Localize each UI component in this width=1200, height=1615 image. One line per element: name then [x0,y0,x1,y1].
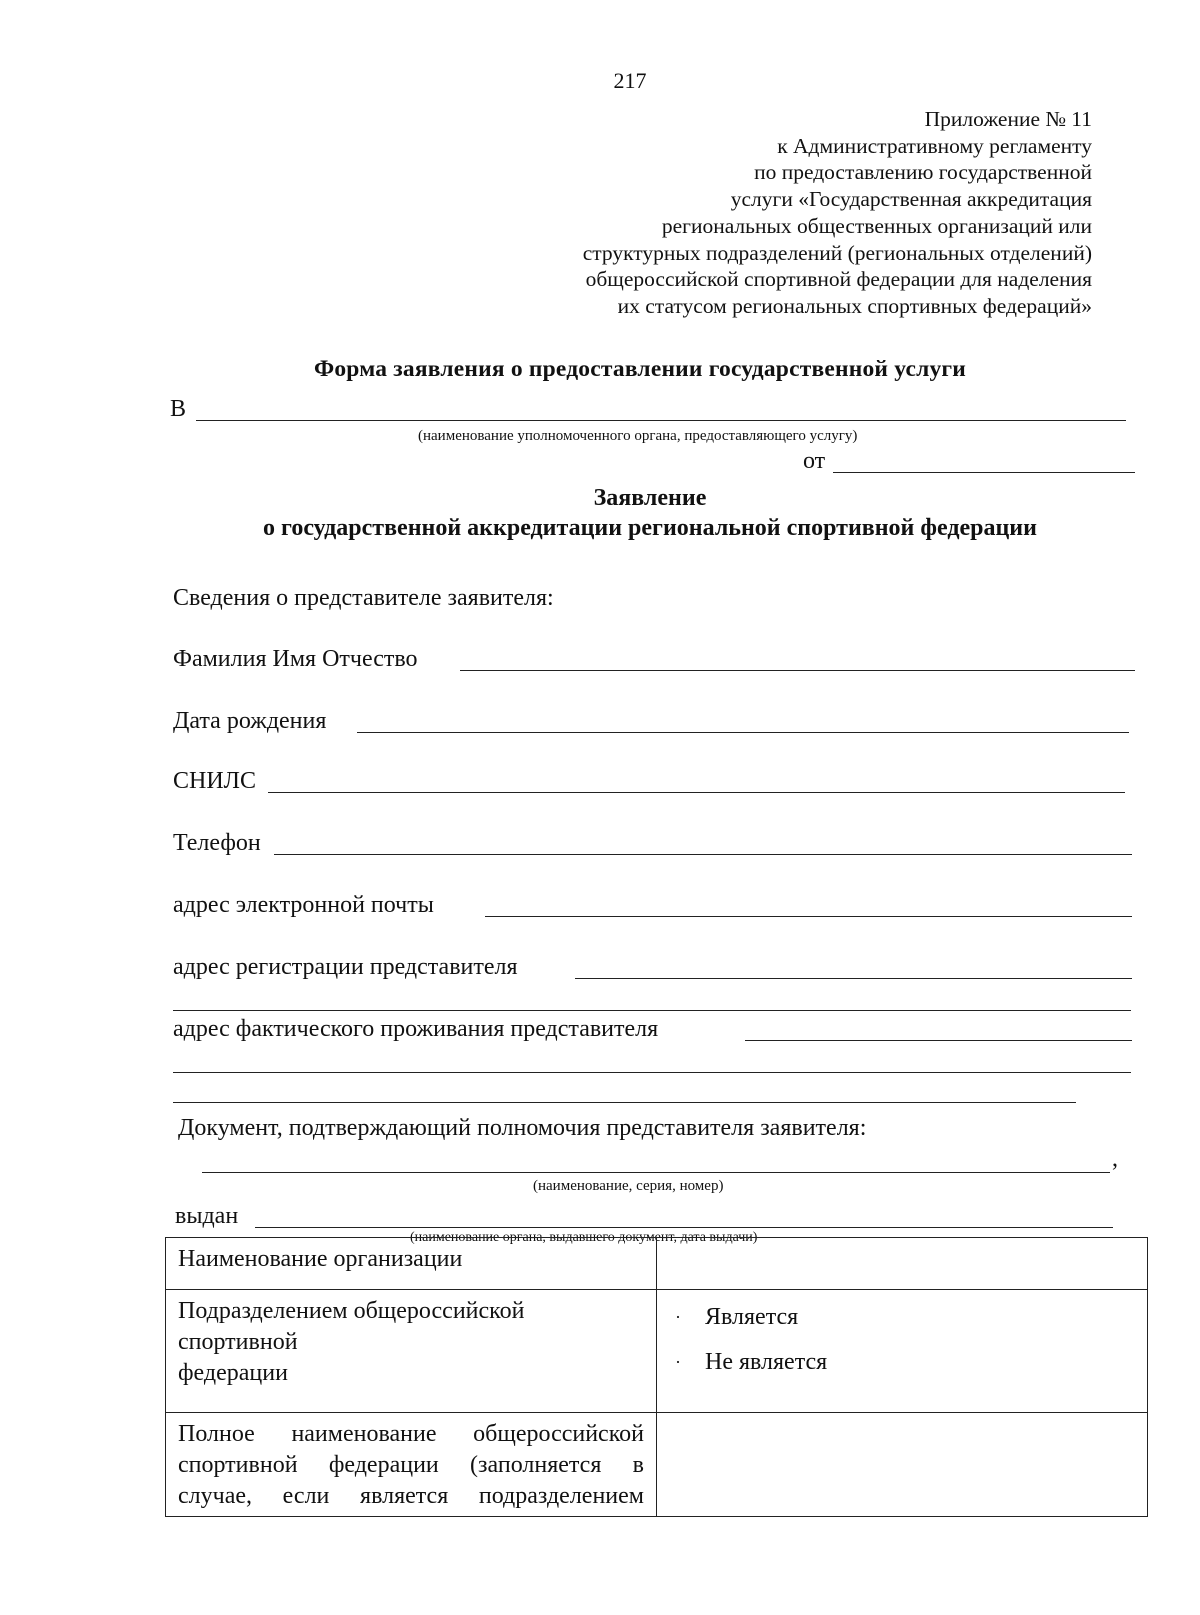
authority-doc-comma: , [1112,1146,1118,1172]
organization-table [165,1237,1148,1517]
federation-full-name-label-cell [166,1413,657,1517]
issued-caption: (наименование органа, выдавшего документ, дата выдачи) [410,1230,758,1245]
appendix-line: по предоставлению государственной [754,160,1092,185]
reg-address-field[interactable] [575,978,1132,979]
federation-full-name-value-cell[interactable] [657,1413,1148,1517]
birth-date-label: Дата рождения [173,708,327,734]
actual-address-field-line3[interactable] [173,1102,1076,1103]
option-is-not-label: Не является [705,1349,828,1375]
email-field[interactable] [485,916,1132,917]
actual-address-field-line2[interactable] [173,1072,1131,1073]
page-number: 217 [613,68,647,93]
authority-doc-field[interactable] [202,1172,1110,1173]
full-name-field[interactable] [460,670,1135,671]
from-label: от [803,448,826,474]
actual-address-field[interactable] [745,1040,1132,1041]
phone-label: Телефон [173,830,261,856]
appendix-line: структурных подразделений (региональных отделений) [582,240,1092,265]
representative-section-title: Сведения о представителе заявителя: [173,585,554,611]
table-row [166,1413,1148,1517]
birth-date-field[interactable] [357,732,1129,733]
federation-full-name-label-line: Полное наименование общероссийской [178,1421,644,1447]
subdivision-label-line: федерации [178,1360,288,1386]
appendix-line: услуги «Государственная аккредитация [730,187,1092,212]
authority-doc-caption: (наименование, серия, номер) [533,1178,724,1194]
issued-label: выдан [175,1203,239,1229]
appendix-line: Приложение № 11 [924,107,1092,131]
subdivision-label-cell [166,1290,657,1413]
recipient-caption: (наименование уполномоченного органа, предоставляющего услугу) [418,428,858,444]
appendix-header [472,106,1092,320]
subdivision-label-line: спортивной [178,1329,298,1355]
appendix-line: к Административному регламенту [777,133,1092,158]
table-row [166,1290,1148,1413]
bullet-icon: · [675,1352,681,1372]
bullet-icon: · [675,1307,681,1327]
federation-full-name-label-line: спортивной федерации (заполняется в [178,1452,644,1478]
statement-title: Заявление [593,485,707,511]
org-name-label: Наименование организации [178,1246,463,1272]
org-name-value-cell[interactable] [657,1238,1148,1290]
reg-address-field-line2[interactable] [173,1010,1131,1011]
org-name-label-cell [166,1238,657,1290]
full-name-label: Фамилия Имя Отчество [173,646,418,672]
authority-doc-title: Документ, подтверждающий полномочия представителя заявителя: [178,1115,867,1141]
issued-by-field[interactable] [255,1227,1113,1228]
option-is[interactable] [675,1302,1135,1333]
reg-address-label: адрес регистрации представителя [173,954,518,980]
appendix-line: их статусом региональных спортивных федераций» [617,293,1092,318]
option-is-label: Является [705,1304,799,1330]
form-title: Форма заявления о предоставлении государственной услуги [313,356,967,382]
actual-address-label: адрес фактического проживания представителя [173,1016,659,1042]
statement-subtitle: о государственной аккредитации региональной спортивной федерации [263,515,1037,541]
phone-field[interactable] [274,854,1132,855]
federation-full-name-label-line: случае, если является подразделением [178,1483,644,1509]
recipient-authority-field[interactable] [196,420,1126,421]
from-field[interactable] [833,472,1135,473]
subdivision-label-line: Подразделением общероссийской [178,1298,525,1324]
option-is-not[interactable] [675,1347,1135,1378]
snils-label: СНИЛС [173,768,256,794]
to-prefix: В [170,396,187,422]
table-row [166,1238,1148,1290]
snils-field[interactable] [268,792,1125,793]
email-label: адрес электронной почты [173,892,434,918]
subdivision-options-cell [657,1290,1148,1413]
appendix-line: региональных общественных организаций или [661,213,1092,238]
appendix-line: общероссийской спортивной федерации для наделения [585,267,1092,292]
